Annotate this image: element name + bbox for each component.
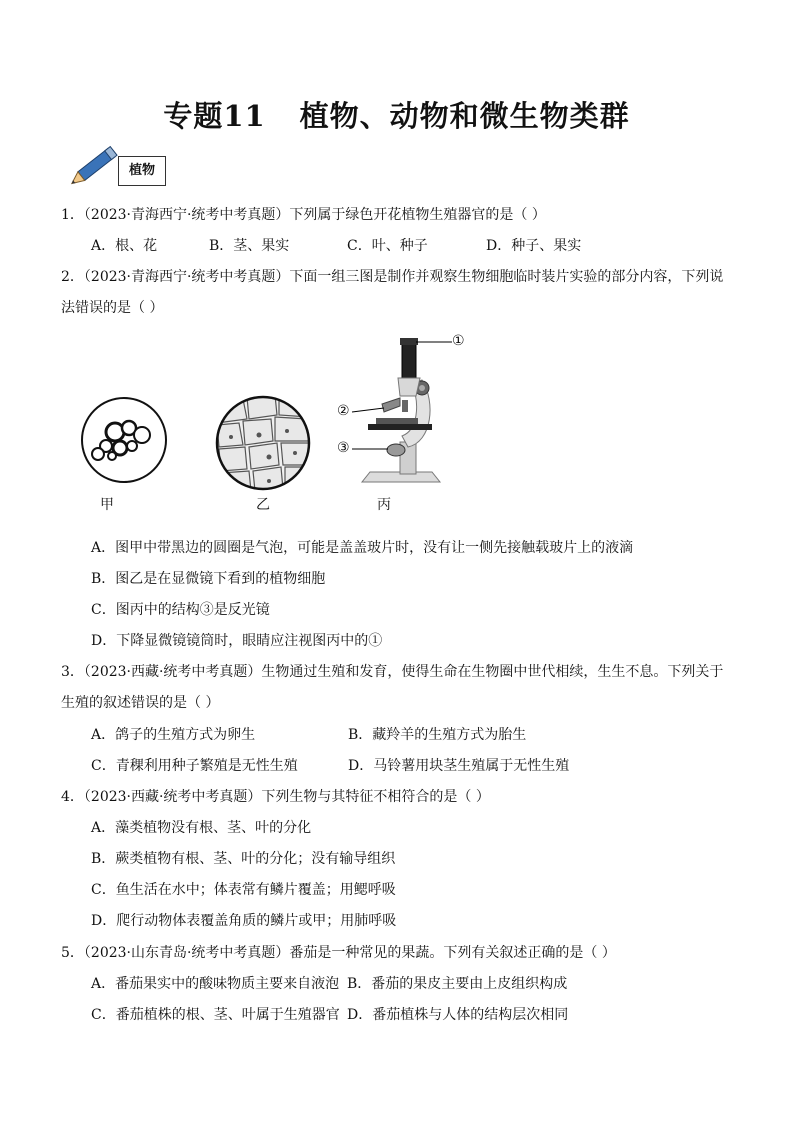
q5-stem: 5．（2023·山东青岛·统考中考真题）番茄是一种常见的果蔬。下列有关叙述正确的是（ ） [61,945,616,961]
figure-bubbles [74,388,184,498]
figure-microscope [340,332,450,487]
q4-option-a: A．藻类植物没有根、茎、叶的分化 [91,820,312,836]
q1-option-d: D．种子、果实 [486,238,582,254]
figure-marker-2: ② [337,403,350,419]
title-topic: 专题11 [163,99,266,133]
q2-option-d: D．下降显微镜镜筒时，眼睛应注视图丙中的① [91,633,383,649]
q5-option-a: A．番茄果实中的酸味物质主要来自液泡 [91,976,340,992]
q3-option-b: B．藏羚羊的生殖方式为胎生 [348,727,527,743]
q1-stem: 1．（2023·青海西宁·统考中考真题）下列属于绿色开花植物生殖器官的是（ ） [61,207,546,223]
q3-option-d: D．马铃薯用块茎生殖属于无性生殖 [348,758,570,774]
figure-marker-1: ① [452,333,465,349]
figure-label-yi: 乙 [256,497,270,513]
q5-option-b: B．番茄的果皮主要由上皮组织构成 [347,976,568,992]
q4-option-d: D．爬行动物体表覆盖角质的鳞片或甲；用肺呼吸 [91,913,397,929]
q2-stem-line2: 法错误的是（ ） [61,300,164,316]
q5-option-d: D．番茄植株与人体的结构层次相同 [347,1007,569,1023]
figure-plant-cells [213,393,313,493]
q4-option-b: B．蕨类植物有根、茎、叶的分化；没有输导组织 [91,851,396,867]
figure-label-bing: 丙 [377,497,391,513]
page-title [0,94,793,135]
q3-option-a: A．鸽子的生殖方式为卵生 [91,727,256,743]
q4-stem: 4．（2023·西藏·统考中考真题）下列生物与其特征不相符合的是（ ） [61,789,490,805]
q2-option-c: C．图丙中的结构③是反光镜 [91,602,270,618]
q1-option-a: A．根、花 [91,238,158,254]
figure-marker-3: ③ [337,440,350,456]
section-header [68,140,178,190]
q4-option-c: C．鱼生活在水中；体表常有鳞片覆盖；用鳃呼吸 [91,882,396,898]
title-name: 植物、动物和微生物类群 [299,99,630,133]
q2-option-a: A．图甲中带黑边的圆圈是气泡，可能是盖盖玻片时，没有让一侧先接触载玻片上的液滴 [91,540,634,556]
section-tag: 植物 [118,156,166,186]
figure-label-jia: 甲 [100,497,114,513]
q1-option-b: B．茎、果实 [209,238,290,254]
q5-option-c: C．番茄植株的根、茎、叶属于生殖器官 [91,1007,340,1023]
q3-stem-line1: 3．（2023·西藏·统考中考真题）生物通过生殖和发育，使得生命在生物圈中世代相续，生生不息。下列关于 [61,664,724,680]
q1-option-c: C．叶、种子 [347,238,428,254]
q2-stem-line1: 2．（2023·青海西宁·统考中考真题）下面一组三图是制作并观察生物细胞临时装片实验的部分内容，下列说 [61,269,724,285]
q3-option-c: C．青稞利用种子繁殖是无性生殖 [91,758,298,774]
q2-option-b: B．图乙是在显微镜下看到的植物细胞 [91,571,326,587]
q3-stem-line2: 生殖的叙述错误的是（ ） [61,695,220,711]
